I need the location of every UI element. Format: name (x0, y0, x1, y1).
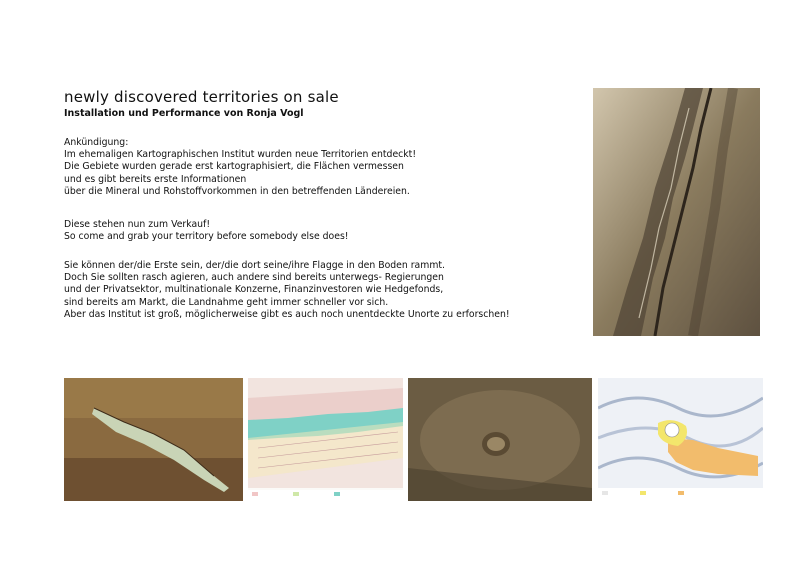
text-line: So come and grab your territory before somebody else does! (64, 231, 349, 243)
crack-map-drawing (248, 378, 403, 501)
text-line: Doch Sie sollten rasch agieren, auch andere sind bereits unterwegs- Regierungen (64, 272, 444, 284)
text-line: Ankündigung: (64, 137, 129, 148)
text-line: Diese stehen nun zum Verkauf! (64, 219, 211, 230)
text-line: Sie können der/die Erste sein, der/die dort seine/ihre Flagge in den Boden rammt. (64, 260, 445, 271)
text-line: sind bereits am Markt, die Landnahme geht immer schneller vor sich. (64, 296, 389, 308)
crack-detail-photo (64, 378, 243, 501)
text-line: über die Mineral und Rohstoffvorkommen in den betreffenden Ländereien. (64, 185, 410, 197)
cracked-wall-photo (593, 88, 760, 336)
hole-map-drawing (598, 378, 763, 501)
announcement-paragraph (64, 137, 416, 198)
text-line: Im ehemaligen Kartographischen Institut wurden neue Territorien entdeckt! (64, 149, 417, 161)
hole-detail-photo (408, 378, 592, 501)
text-line: Die Gebiete wurden gerade erst kartographisiert, die Flächen vermessen (64, 161, 404, 173)
text-line: und der Privatsektor, multinationale Konzerne, Finanzinvestoren wie Hedgefonds, (64, 284, 444, 296)
text-line: Aber das Institut ist groß, möglicherweise gibt es auch noch unentdeckte Unorte zu erforschen! (64, 308, 510, 320)
page-title: newly discovered territories on sale (64, 88, 339, 106)
offer-paragraph (64, 219, 349, 243)
call-paragraph (64, 260, 510, 321)
text-line: und es gibt bereits erste Informationen (64, 173, 247, 185)
page-subtitle: Installation und Performance von Ronja Vogl (64, 108, 304, 119)
